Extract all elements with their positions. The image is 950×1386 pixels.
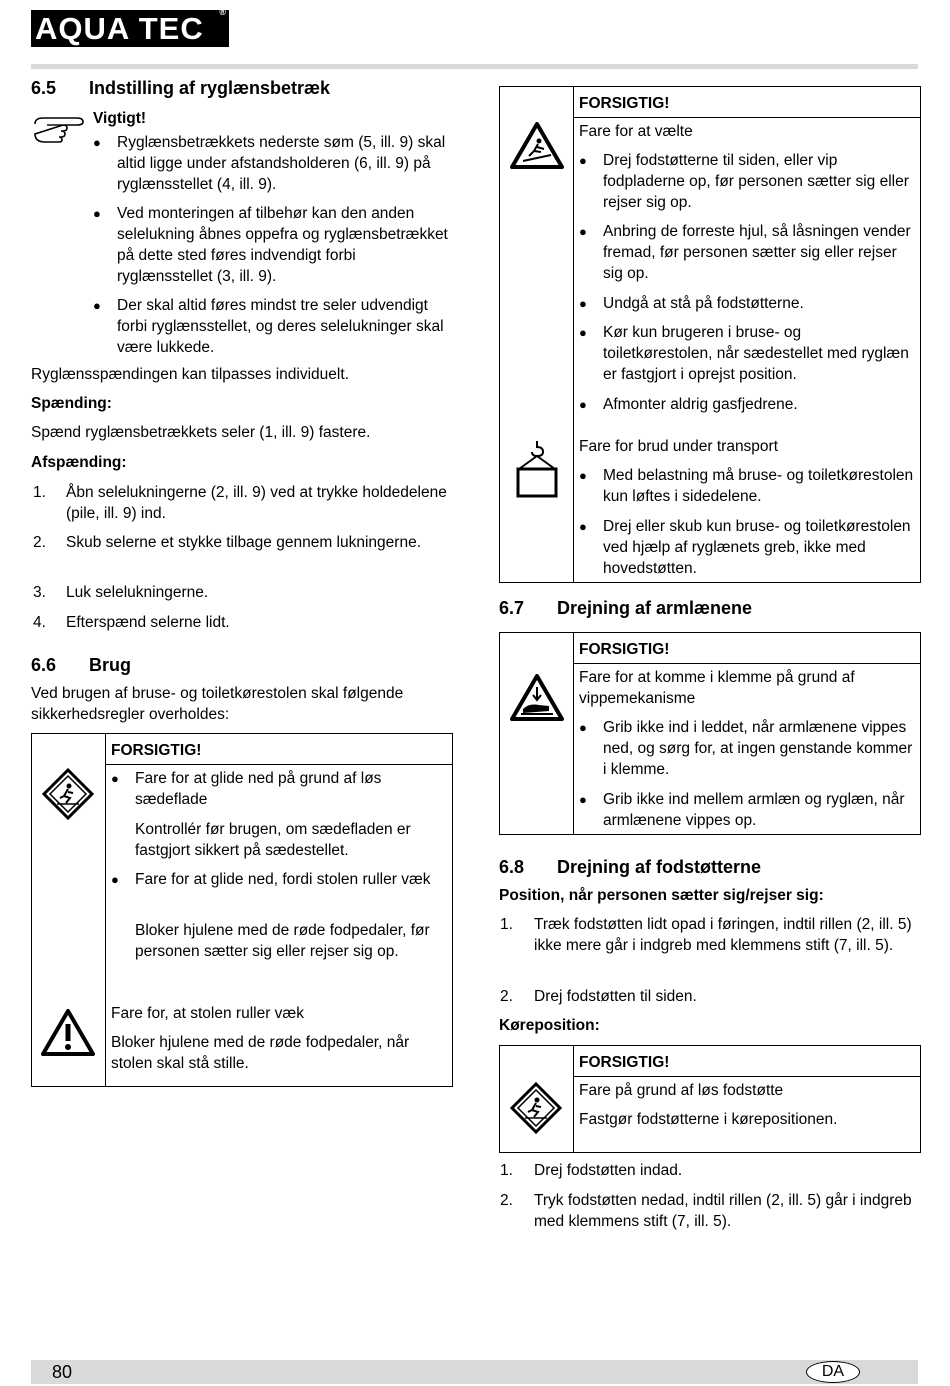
list-item: ● Ryglænsbetrækkets nederste søm (5, ill. 9) skal altid ligge under afstandsholderen (6, ill. 9) på ryglænsstellet (4, ill. 9). — [93, 134, 446, 193]
list-item: ● Grib ikke ind mellem armlæn og ryglæn, når armlænene vippes op. — [579, 791, 905, 829]
subheading-afspaending: Afspænding: — [31, 454, 127, 471]
list-item: ● Drej eller skub kun bruse- og toiletkørestolen ved hjælp af ryglænets greb, ikke med hovedstøtten. — [579, 518, 911, 577]
lifting-hook-icon — [515, 439, 559, 499]
pointing-hand-icon — [33, 114, 85, 144]
paragraph: Bloker hjulene med de røde fodpedaler, før personen sætter sig eller rejser sig op. — [135, 922, 430, 960]
paragraph: Kontrollér før brugen, om sædefladen er fastgjort sikkert på sædestellet. — [135, 821, 411, 859]
paragraph: Fare på grund af løs fodstøtte — [579, 1082, 784, 1099]
list-item: 1. Drej fodstøtten indad. — [500, 1162, 683, 1179]
note-title: Vigtigt! — [93, 110, 147, 127]
subheading-position: Position, når personen sætter sig/rejser sig: — [499, 887, 824, 904]
paragraph: Ryglænsspændingen kan tilpasses individuelt. — [31, 366, 349, 383]
subheading-koereposition: Køreposition: — [499, 1017, 600, 1034]
list-item: 4. Efterspænd selerne lidt. — [33, 614, 230, 631]
paragraph: Fastgør fodstøtterne i kørepositionen. — [579, 1111, 838, 1128]
footer-bar — [31, 1360, 918, 1384]
caution-heading: FORSIGTIG! — [579, 1054, 670, 1071]
list-item: ● Undgå at stå på fodstøtterne. — [579, 295, 804, 312]
list-item: 1. Træk fodstøtten lidt opad i føringen, indtil rillen (2, ill. 5) ikke mere går i indgreb med klemmens stift (7, ill. 5). — [500, 916, 912, 954]
pinch-hazard-icon — [509, 673, 565, 723]
list-item: ● Anbring de forreste hjul, så låsningen vender fremad, før personen sætter sig eller rejser sig op. — [579, 223, 911, 282]
language-badge: DA — [806, 1361, 860, 1383]
page-number: 80 — [52, 1362, 73, 1382]
list-item: 2. Drej fodstøtten til siden. — [500, 988, 697, 1005]
paragraph: Ved brugen af bruse- og toiletkørestolen skal følgende sikkerhedsregler overholdes: — [31, 685, 404, 723]
section-heading-6-8: 6.8 Drejning af fodstøtterne — [499, 857, 762, 877]
list-item: 3. Luk selelukningerne. — [33, 584, 209, 601]
list-item: 2. Skub selerne et stykke tilbage gennem lukningerne. — [33, 534, 421, 551]
section-heading-6-5: 6.5 Indstilling af ryglænsbetræk — [31, 78, 331, 98]
caution-box-use — [31, 733, 453, 1087]
caution-heading: FORSIGTIG! — [111, 742, 202, 759]
list-item: ● Afmonter aldrig gasfjedrene. — [579, 396, 798, 413]
list-item: ● Grib ikke ind i leddet, når armlænene vippes ned, og sørg for, at ingen genstande kommer i klemme. — [579, 719, 913, 778]
paragraph: Fare for at komme i klemme på grund af vippemekanisme — [579, 669, 855, 707]
brand-logo: AQUA TEC ® — [31, 10, 229, 47]
paragraph: Spænd ryglænsbetrækkets seler (1, ill. 9) fastere. — [31, 424, 371, 441]
list-item: ● Kør kun brugeren i bruse- og toiletkørestolen, når sædestellet med ryglæn er fastgjort i oprejst position. — [579, 324, 909, 383]
paragraph: Bloker hjulene med de røde fodpedaler, når stolen skal stå stille. — [111, 1034, 410, 1072]
caution-heading: FORSIGTIG! — [579, 641, 670, 658]
list-item: 1. Åbn selelukningerne (2, ill. 9) ved at trykke holdedelene (pile, ill. 9) ind. — [33, 484, 447, 522]
paragraph: Fare for at vælte — [579, 123, 693, 140]
section-heading-6-6: 6.6 Brug — [31, 655, 131, 675]
slip-hazard-icon — [510, 1082, 562, 1134]
caution-box-footrest — [499, 1045, 921, 1153]
caution-box-armrest — [499, 632, 921, 835]
section-heading-6-7: 6.7 Drejning af armlænene — [499, 598, 753, 618]
list-item: ● Der skal altid føres mindst tre seler udvendigt forbi ryglænsstellet, og deres selelukninger skal være lukkede. — [93, 297, 444, 356]
list-item: 2. Tryk fodstøtten nedad, indtil rillen (2, ill. 5) går i indgreb med klemmens stift (7, ill. 5). — [500, 1192, 912, 1230]
list-item: ● Drej fodstøtterne til siden, eller vip fodpladerne op, før personen sætter sig eller rejser sig op. — [579, 152, 909, 211]
list-item: ● Fare for at glide ned på grund af løs sædeflade — [111, 770, 382, 808]
caution-box-tip — [499, 86, 921, 583]
paragraph: Fare for, at stolen ruller væk — [111, 1005, 304, 1022]
caution-heading: FORSIGTIG! — [579, 95, 670, 112]
slip-hazard-icon — [42, 768, 94, 820]
warning-triangle-icon — [40, 1008, 96, 1058]
header-rule — [31, 64, 918, 69]
list-item: ● Med belastning må bruse- og toiletkørestolen kun løftes i sidedelene. — [579, 467, 914, 505]
paragraph: Fare for brud under transport — [579, 438, 779, 455]
list-item: ● Ved monteringen af tilbehør kan den anden selelukning åbnes oppefra og ryglænsbetrækket på dette sted føres indvendigt forbi ryglænsstellet (3, ill. 9). — [93, 205, 448, 285]
tipping-hazard-icon — [509, 121, 565, 171]
list-item: ● Fare for at glide ned, fordi stolen ruller væk — [111, 871, 431, 888]
subheading-spaending: Spænding: — [31, 395, 112, 412]
